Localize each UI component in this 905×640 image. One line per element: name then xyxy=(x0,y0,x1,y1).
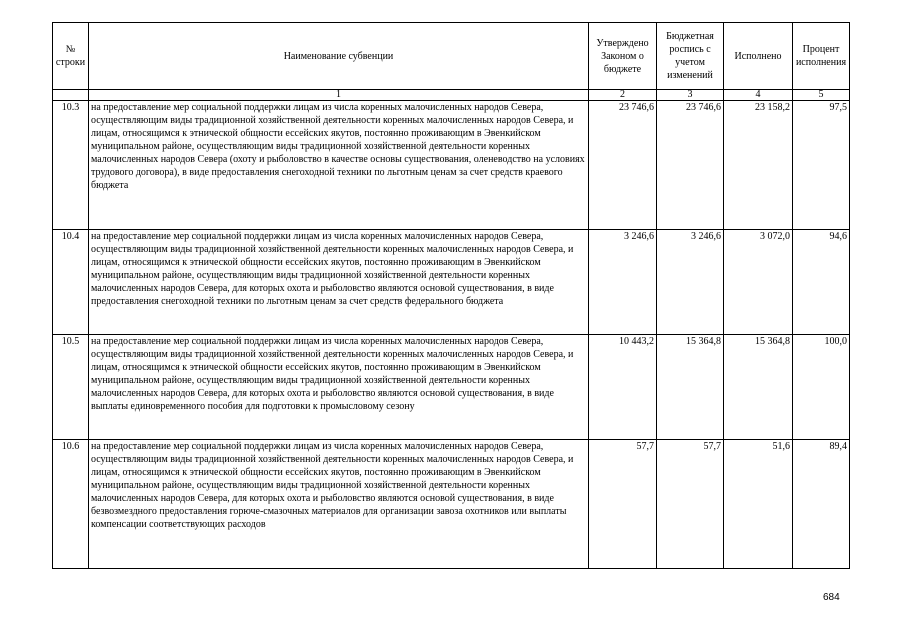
percent-value: 97,5 xyxy=(793,101,850,230)
budget-value: 15 364,8 xyxy=(657,335,724,440)
table-header-row xyxy=(53,23,850,90)
header-row-number: № строки xyxy=(53,23,89,90)
page-number: 684 xyxy=(823,592,840,603)
percent-value: 89,4 xyxy=(793,440,850,569)
budget-value: 3 246,6 xyxy=(657,230,724,335)
budget-value: 57,7 xyxy=(657,440,724,569)
header-executed: Исполнено xyxy=(724,23,793,90)
budget-value: 23 746,6 xyxy=(657,101,724,230)
percent-value: 94,6 xyxy=(793,230,850,335)
table-row xyxy=(53,335,850,440)
row-number: 10.5 xyxy=(53,335,89,440)
subvention-name: на предоставление мер социальной поддержки лицам из числа коренных малочисленных народов Севера, осуществляющим виды традиционной хозяйственной деятельности коренных малочисленных народов Севера, и лицам, относящимся к этнической общности ессейских якутов, постоянно проживающим в Эвенкийском муниципальном районе, осуществляющим виды традиционной хозяйственной деятельности коренных малочисленных народов Севера, для которых охота и рыболовство являются основой существования, в виде выплаты единовременного пособия для подготовки к промысловому сезону xyxy=(89,335,589,440)
table-row xyxy=(53,230,850,335)
column-number: 5 xyxy=(793,90,850,101)
subvention-name: на предоставление мер социальной поддержки лицам из числа коренных малочисленных народов Севера, осуществляющим виды традиционной хозяйственной деятельности коренных малочисленных народов Севера, и лицам, относящимся к этнической общности ессейских якутов, постоянно проживающим в Эвенкийском муниципальном районе, осуществляющим виды традиционной хозяйственной деятельности коренных малочисленных народов Севера, для которых охота и рыболовство являются основой существования, в виде предоставления снегоходной техники по льготным ценам за счет средств федерального бюджета xyxy=(89,230,589,335)
row-number: 10.4 xyxy=(53,230,89,335)
column-number: 4 xyxy=(724,90,793,101)
row-number: 10.6 xyxy=(53,440,89,569)
header-percent: Процент исполнения xyxy=(793,23,850,90)
header-budget: Бюджетная роспись с учетом изменений xyxy=(657,23,724,90)
executed-value: 51,6 xyxy=(724,440,793,569)
header-name: Наименование субвенции xyxy=(89,23,589,90)
subvention-name: на предоставление мер социальной поддержки лицам из числа коренных малочисленных народов Севера, осуществляющим виды традиционной хозяйственной деятельности коренных малочисленных народов Севера, и лицам, относящимся к этнической общности ессейских якутов, постоянно проживающим в Эвенкийском муниципальном районе, осуществляющим виды традиционной хозяйственной деятельности коренных малочисленных народов Севера, для которых охота и рыболовство являются основой существования, в виде безвозмездного предоставления горюче-смазочных материалов для организации завоза охотников или выплаты компенсации соответствующих расходов xyxy=(89,440,589,569)
column-number: 1 xyxy=(89,90,589,101)
approved-value: 3 246,6 xyxy=(589,230,657,335)
header-approved: Утверждено Законом о бюджете xyxy=(589,23,657,90)
column-number-row xyxy=(53,90,850,101)
table-row xyxy=(53,440,850,569)
table-row xyxy=(53,101,850,230)
executed-value: 23 158,2 xyxy=(724,101,793,230)
percent-value: 100,0 xyxy=(793,335,850,440)
subvention-table xyxy=(52,22,850,569)
executed-value: 15 364,8 xyxy=(724,335,793,440)
column-number: 2 xyxy=(589,90,657,101)
subvention-name: на предоставление мер социальной поддержки лицам из числа коренных малочисленных народов Севера, осуществляющим виды традиционной хозяйственной деятельности коренных малочисленных народов Севера, и лицам, относящимся к этнической общности ессейских якутов, постоянно проживающим в Эвенкийском муниципальном районе, осуществляющим виды традиционной хозяйственной деятельности коренных малочисленных народов Севера (охоту и рыболовство в качестве основы существования, оленеводство на условиях трудового договора), в виде предоставления снегоходной техники по льготным ценам за счет средств краевого бюджета xyxy=(89,101,589,230)
row-number: 10.3 xyxy=(53,101,89,230)
column-number xyxy=(53,90,89,101)
approved-value: 10 443,2 xyxy=(589,335,657,440)
executed-value: 3 072,0 xyxy=(724,230,793,335)
approved-value: 57,7 xyxy=(589,440,657,569)
column-number: 3 xyxy=(657,90,724,101)
approved-value: 23 746,6 xyxy=(589,101,657,230)
